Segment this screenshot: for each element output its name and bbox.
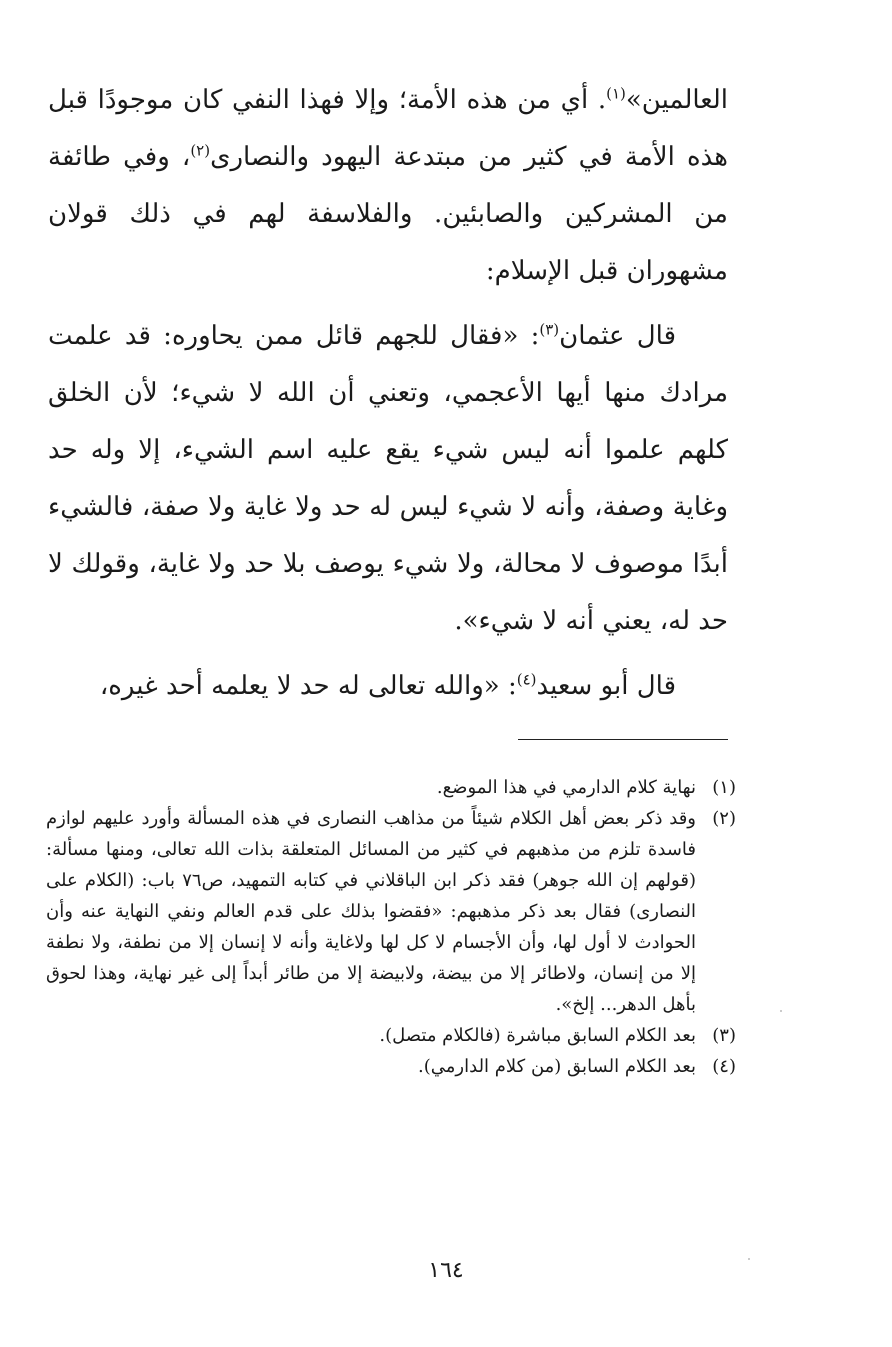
footnotes <box>46 772 736 1082</box>
main-text <box>48 72 728 715</box>
footnote-2 <box>46 803 736 1020</box>
footnote-number: (١) <box>712 777 736 798</box>
footnote-4 <box>46 1051 736 1082</box>
footnote-ref-1: (١) <box>606 84 626 103</box>
paragraph-2-part-b: : «فقال للجهم قائل ممن يحاوره: قد علمت مرادك منها أيها الأعجمي، وتعني أن الله لا شيء؛ لأن الخلق كلهم علموا أنه ليس شيء يقع عليه اسم الشيء، إلا وله حد وغاية وصفة، وأنه لا شيء ليس له حد ولا غاية ولا صفة، فالشيء أبدًا موصوف لا محالة، ولا شيء يوصف بلا حد ولا غاية، وقولك لا حد له، يعني أنه لا شيء». <box>48 321 728 636</box>
footnote-number: (٣) <box>712 1025 736 1046</box>
paragraph-1-part-c: ، وفي طائفة من المشركين والصابئين. والفلاسفة لهم في ذلك قولان مشهوران قبل الإسلام: <box>48 142 728 286</box>
footnote-ref-2: (٢) <box>190 141 211 160</box>
footnote-text: وقد ذكر بعض أهل الكلام شيئاً من مذاهب النصارى في هذه المسألة وأورد عليهم لوازم فاسدة تلزم من مذهبهم في كثير من المسائل المتعلقة بذات الله تعالى، ومنها مسألة: (قولهم إن الله جوهر) فقد ذكر ابن الباقلاني في كتابه التمهيد، ص٧٦ باب: (الكلام على النصارى) فقال بعد ذكر مذهبهم: «فقضوا بذلك على قدم العالم ونفي النهاية عنه وأن الحوادث لا أول لها، وأن الأجسام لا كل لها ولاغاية وأنه لا إنسان إلا من نطفة، ولا نطفة إلا من إنسان، ولاطائر إلا من بيضة، ولابيضة إلا من طائر أبداً إلى غير نهاية، وهذا لحوق بأهل الدهر... إلخ». <box>46 808 696 1015</box>
footnote-separator <box>518 739 728 740</box>
paragraph-2 <box>48 308 728 650</box>
paragraph-2-part-a: قال عثمان <box>559 321 676 351</box>
footnote-1 <box>46 772 736 803</box>
paragraph-3-part-a: قال أبو سعيد <box>536 671 676 701</box>
scan-speck <box>748 1258 750 1260</box>
paragraph-3-part-b: : «والله تعالى له حد لا يعلمه أحد غيره، <box>99 671 517 701</box>
paragraph-1 <box>48 72 728 300</box>
footnote-number: (٤) <box>712 1056 736 1077</box>
paragraph-1-part-b: . أي من هذه الأمة؛ وإلا فهذا النفي كان موجودًا قبل هذه الأمة في كثير من مبتدعة اليهود والنصارى <box>48 85 728 172</box>
footnote-text: بعد الكلام السابق (من كلام الدارمي). <box>418 1056 696 1077</box>
footnote-3 <box>46 1020 736 1051</box>
footnote-number: (٢) <box>712 808 736 829</box>
footnote-text: بعد الكلام السابق مباشرة (فالكلام متصل). <box>379 1025 696 1046</box>
scan-speck <box>780 1010 782 1012</box>
paragraph-3 <box>48 658 728 715</box>
footnote-text: نهاية كلام الدارمي في هذا الموضع. <box>436 777 696 798</box>
page-number: ١٦٤ <box>428 1258 464 1283</box>
paragraph-1-part-a: العالمين» <box>625 85 728 115</box>
footnote-ref-4: (٤) <box>516 670 537 689</box>
footnote-ref-3: (٣) <box>539 320 560 339</box>
